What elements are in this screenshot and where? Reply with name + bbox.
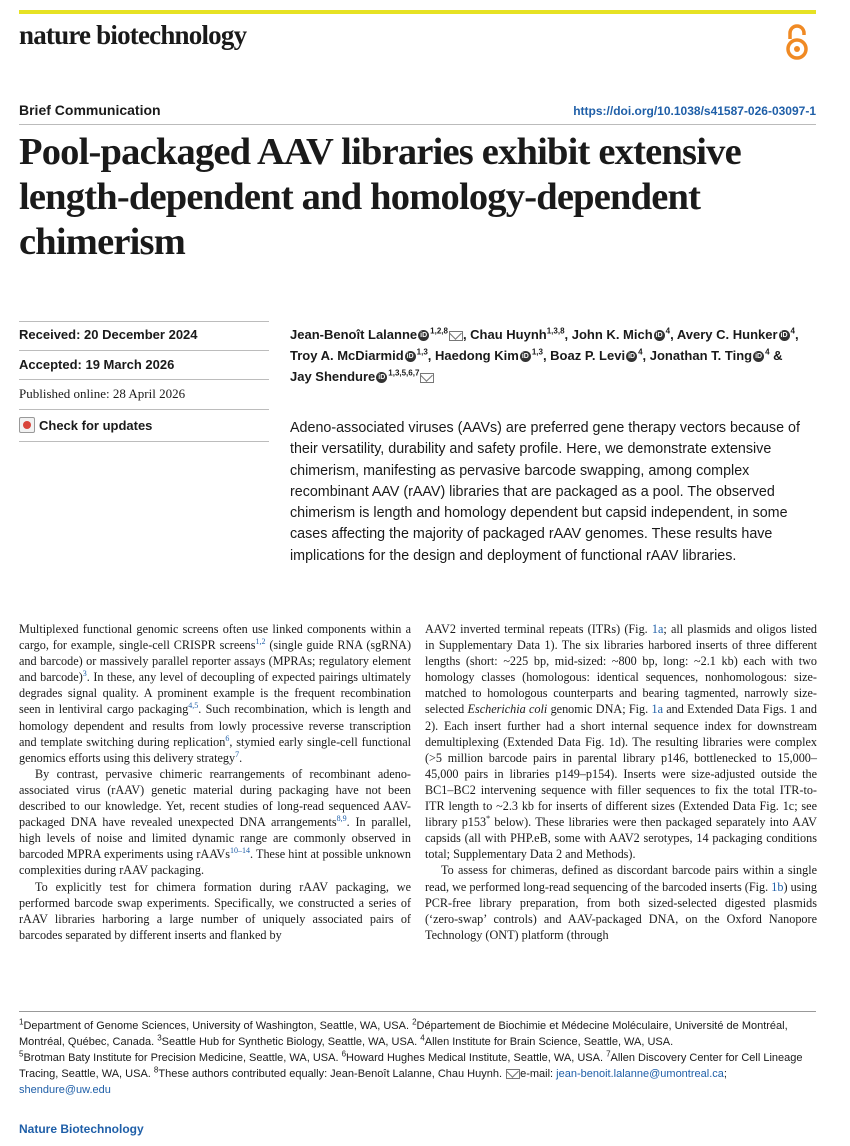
orcid-icon[interactable]: iD: [628, 353, 636, 361]
affiliation-marker: 1,3: [531, 347, 543, 357]
affiliation-marker: 1,3,8: [546, 326, 565, 336]
author-separator: ,: [642, 348, 650, 363]
author-name: Avery C. Hunker: [676, 327, 778, 342]
author[interactable]: [572, 327, 670, 342]
affiliation-marker: 4: [790, 326, 795, 336]
author[interactable]: [290, 348, 428, 363]
article-title: Pool-packaged AAV libraries exhibit extensive length-dependent and homology-dependent chimerism: [19, 131, 741, 263]
author[interactable]: [435, 348, 543, 363]
author[interactable]: [677, 327, 795, 342]
email-link[interactable]: shendure@uw.edu: [19, 1084, 111, 1096]
author-separator: &: [769, 348, 783, 363]
check-updates-link[interactable]: [19, 417, 269, 433]
affiliation-marker: 4: [638, 347, 643, 357]
article-type: Brief Communication: [19, 102, 161, 118]
orcid-icon[interactable]: iD: [780, 332, 788, 340]
author-separator: ,: [542, 348, 551, 363]
author[interactable]: [290, 369, 434, 384]
author-name: Jonathan T. Ting: [649, 348, 753, 363]
meta-divider: [19, 409, 269, 410]
author[interactable]: [290, 327, 463, 342]
accepted-date: Accepted: 19 March 2026: [19, 357, 175, 372]
author-name: Jay Shendure: [290, 369, 376, 384]
meta-divider: [19, 350, 269, 351]
affiliation-marker: 1,3,5,6,7: [388, 368, 420, 378]
library-mark: *: [486, 814, 491, 824]
citation[interactable]: 8,9: [336, 814, 347, 824]
meta-divider: [19, 441, 269, 442]
author[interactable]: [470, 327, 564, 342]
paragraph: AAV2 inverted terminal repeats (ITRs) (Fig. 1a; all plasmids and oligos listed in Supplementary Data 1). The six libraries harbored inserts of three different lengths (short: ~225 bp, mid-sized: ~800 bp, long: ~2.1 kb) each with two homology classes (homologous: identical sequences, nonhomologous: size-matched to homologous counterparts and bearing tagmented, narrowly size-selected Escherichia coli genomic DNA; Fig. 1a and Extended Data Figs. 1 and 2). Each insert further had a short internal sequence index for downstream demultiplexing (Extended Data Fig. 1d). The resulting libraries were complex (>5 million barcode pairs in parental library p146, bottlenecked to 15,000–45,000 pairs in libraries p149–p154). Inserts were size-adjusted outside the BC1–BC2 intervening sequence with filler sequences to fix the total ITR-to-ITR length to ~2.3 kb for inserts of different sizes (Extended Data Fig. 1c; see library p153* below). These libraries were then packaged separately into AAV capsids (all with PHP.eB, some with AAV2 serotypes, 14 packaging conditions total; Supplementary Data 2 and Methods).: [425, 622, 817, 862]
email-icon[interactable]: [420, 373, 434, 383]
open-access-icon: [782, 22, 812, 62]
paragraph: To explicitly test for chimera formation during rAAV packaging, we performed barcode swap experiments. Specifically, we constructed a series of rAAV libraries harboring a large number of uniquely associated pairs of barcodes separated by different inserts and flanked by: [19, 879, 411, 942]
paragraph: To assess for chimeras, defined as discordant barcode pairs within a single read, we performed long-read sequencing of the barcoded inserts (Fig. 1b) using PCR-free library preparation, from both sized-selected digested plasmids (‘zero-swap’ controls) and AAV-packaged DNA, on the Oxford Nanopore Technology (ONT) platform (through: [425, 863, 817, 942]
orcid-icon[interactable]: iD: [406, 353, 414, 361]
paragraph: By contrast, pervasive chimeric rearrangements of recombinant adeno-associated virus (rAAV) genetic material during packaging have not been described to our knowledge. Yet, recent studies of long-read sequenced AAV-packaged DNA have revealed unexpected DNA arrangements$^{8,9}$. In parallel, high levels of noise and limited dynamic range are commonly observed in barcoded MPRA experiments using rAAVs$^{10-14}$. These hint at possible unknown complexities during rAAV packaging.: [19, 766, 411, 878]
email-link[interactable]: jean-benoit.lalanne@umontreal.ca: [556, 1068, 724, 1080]
author-name: Haedong Kim: [435, 348, 519, 363]
author-list: [290, 324, 820, 387]
meta-divider: [19, 321, 269, 322]
citation[interactable]: 3: [82, 669, 87, 679]
orcid-icon[interactable]: iD: [420, 332, 428, 340]
affiliation-marker: 1,3: [416, 347, 428, 357]
affiliation-marker: 4: [765, 347, 770, 357]
author-separator: ,: [670, 327, 677, 342]
title-divider: [19, 124, 816, 125]
journal-name: nature biotechnology: [19, 20, 247, 50]
accent-bar: [19, 10, 816, 14]
citation[interactable]: 1,2: [255, 637, 266, 647]
check-updates-icon: [19, 417, 35, 433]
author-separator: ,: [462, 327, 471, 342]
orcid-icon[interactable]: iD: [755, 353, 763, 361]
body-column-right: [425, 621, 817, 943]
author[interactable]: [650, 348, 770, 363]
footnote-divider: [19, 1011, 816, 1012]
orcid-icon[interactable]: iD: [655, 332, 663, 340]
citation[interactable]: 4,5: [188, 701, 199, 711]
figure-link[interactable]: 1b: [771, 879, 784, 894]
footer-journal: Nature Biotechnology: [19, 1122, 144, 1136]
body-column-left: [19, 621, 411, 943]
author-separator: ,: [794, 327, 799, 342]
abstract: Adeno-associated viruses (AAVs) are preferred gene therapy vectors because of their versatility, durability and safety profile. Here, we demonstrate extensive chimerism, manifesting as pervasive barcode swapping, among complex recombinant AAV (rAAV) libraries that are packaged as a pool. The observed chimerism is length and homology dependent but capsid independent, in some cases affecting the majority of packaged rAAV genomes. These results have implications for the design and deployment of functional rAAV libraries.: [290, 420, 800, 564]
author-name: Troy A. McDiarmid: [290, 348, 404, 363]
paragraph: Multiplexed functional genomic screens often use linked components within a cargo, for example, single-cell CRISPR screens$^{1,2}$ (single guide RNA (sgRNA) and barcode) or massively parallel reporter assays (MPRAs; regulatory element and barcode)$^3$. In these, any level of decoupling of expected pairings ultimately degrades signal quality. A prominent example is the frequent recombination seen in lentiviral cargo packaging$^{4,5}$. Such recombination, which is length and homology dependent and results from lowly processive reverse transcription and template switching during replication$^6$, stymied early single-cell functional genomics efforts using this delivery strategy$^7$.: [19, 622, 412, 765]
email-icon[interactable]: [449, 331, 463, 341]
affiliation-marker: 1,2,8: [430, 326, 448, 336]
received-date: Received: 20 December 2024: [19, 327, 198, 342]
orcid-icon[interactable]: iD: [521, 353, 529, 361]
author-name: Chau Huynh: [470, 327, 547, 342]
published-date: Published online: 28 April 2026: [19, 386, 186, 401]
citation[interactable]: 7: [235, 749, 240, 759]
citation[interactable]: 10–14: [229, 846, 250, 856]
check-updates-label: Check for updates: [39, 417, 153, 433]
author[interactable]: [550, 348, 642, 363]
figure-link[interactable]: 1a: [651, 622, 664, 636]
author-name: John K. Mich: [571, 327, 653, 342]
orcid-icon[interactable]: iD: [378, 374, 386, 382]
author-name: Boaz P. Levi: [550, 348, 626, 363]
affiliation-marker: 4: [665, 326, 671, 336]
meta-divider: [19, 379, 269, 380]
figure-link[interactable]: 1a: [651, 702, 663, 717]
citation[interactable]: 6: [225, 733, 230, 743]
affiliations: $^1$Department of Genome Sciences, University of Washington, Seattle, WA, USA. $^2$Département de Biochimie et Médecine Moléculaire, Université de Montréal, Montréal, Québec, Canada. $^3$Seattle Hub for Synthetic Biology, Seattle, WA, USA. $^4$Allen Institute for Brain Science, Seattle, WA, USA. $^5$Brotman Baty Institute for Precision Medicine, Seattle, WA, USA. $^6$Howard Hughes Medical Institute, Seattle, WA, USA. $^7$Allen Discovery Center for Cell Lineage Tracing, Seattle, WA, USA. $^8$These authors contributed equally: Jean-Benoît Lalanne, Chau Huynh. e-mail: jean-benoit.lalanne@umontreal.ca; shendure@uw.edu: [19, 1017, 803, 1096]
email-icon: [506, 1069, 520, 1079]
author-separator: ,: [427, 348, 436, 363]
doi-link[interactable]: https://doi.org/10.1038/s41587-026-03097-1: [573, 104, 816, 118]
author-name: Jean-Benoît Lalanne: [290, 327, 418, 342]
author-separator: ,: [564, 327, 572, 342]
